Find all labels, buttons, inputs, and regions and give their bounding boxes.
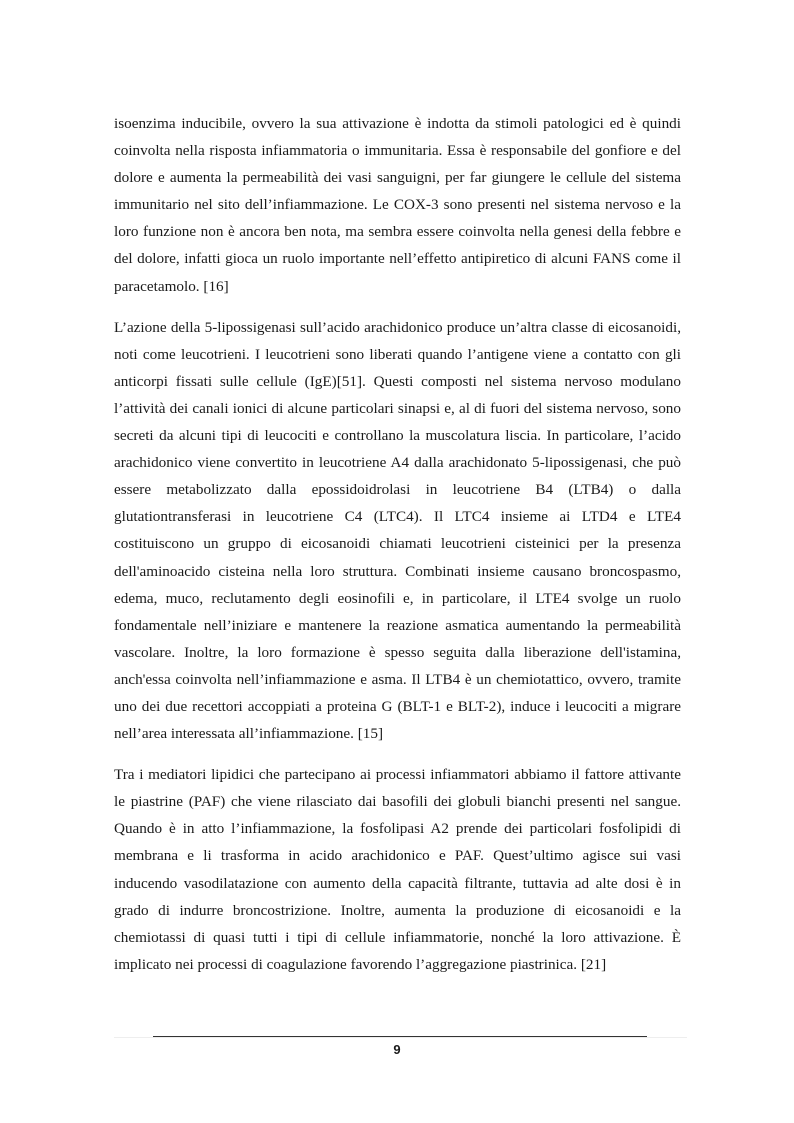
paragraph-paf: Tra i mediatori lipidici che partecipano ai processi infiammatori abbiamo il fattore attivante le piastrine (PAF) che viene rilasciato dai basofili dei globuli bianchi presenti nel sangue. Quando è in atto l’infiammazione, la fosfolipasi A2 prende dei particolari fosfolipidi di membrana e li trasforma in acido arachidonico e PAF. Quest’ultimo agisce sui vasi inducendo vasodilatazione con aumento della capacità filtrante, tuttavia ad alte dosi è in grado di indurre broncostrizione. Inoltre, aumenta la produzione di eicosanoidi e la chemiotassi di quasi tutti i tipi di cellule infiammatorie, nonché la loro attivazione. È implicato nei processi di coagulazione favorendo l’aggregazione piastrinica. [21] (114, 766, 681, 973)
body-text (114, 110, 681, 992)
page-number: 9 (393, 1042, 401, 1057)
footer-divider (153, 1036, 647, 1037)
paragraph-cox: isoenzima inducibile, ovvero la sua attivazione è indotta da stimoli patologici ed è quindi coinvolta nella risposta infiammatoria o immunitaria. Essa è responsabile del gonfiore e del dolore e aumenta la permeabilità dei vasi sanguigni, per far giungere le cellule del sistema immunitario nel sito dell’infiammazione. Le COX-3 sono presenti nel sistema nervoso e la loro funzione non è ancora ben nota, ma sembra essere coinvolta nella genesi della febbre e del dolore, infatti gioca un ruolo importante nell’effetto antipiretico di alcuni FANS come il paracetamolo. [16] (114, 115, 681, 295)
paragraph-leucotrieni: L’azione della 5-lipossigenasi sull’acido arachidonico produce un’altra classe di eicosanoidi, noti come leucotrieni. I leucotrieni sono liberati quando l’antigene viene a contatto con gli anticorpi fissati sulle cellule (IgE)[51]. Questi composti nel sistema nervoso modulano l’attività dei canali ionici di alcune particolari sinapsi e, al di fuori del sistema nervoso, sono secreti da alcuni tipi di leucociti e controllano la muscolatura liscia. In particolare, l’acido arachidonico viene convertito in leucotriene A4 dalla arachidonato 5-lipossigenasi, che può essere metabolizzato dalla epossidoidrolasi in leucotriene B4 (LTB4) o dalla glutationtransferasi in leucotriene C4 (LTC4). Il LTC4 insieme ai LTD4 e LTE4 costituiscono un gruppo di eicosanoidi chiamati leucotrieni cisteinici per la presenza dell'aminoacido cisteina nella loro struttura. Combinati insieme causano broncospasmo, edema, muco, reclutamento degli eosinofili e, in particolare, il LTE4 svolge un ruolo fondamentale nell’iniziare e mantenere la reazione asmatica aumentando la permeabilità vascolare. Inoltre, la loro formazione è spesso seguita dalla liberazione dell'istamina, anch'essa coinvolta nell’infiammazione e asma. Il LTB4 è un chemiotattico, ovvero, tramite uno dei due recettori accoppiati a proteina G (BLT-1 e BLT-2), induce i leucociti a migrare nell’area interessata all’infiammazione. [15] (114, 318, 681, 743)
footer-divider-faint (114, 1037, 687, 1038)
